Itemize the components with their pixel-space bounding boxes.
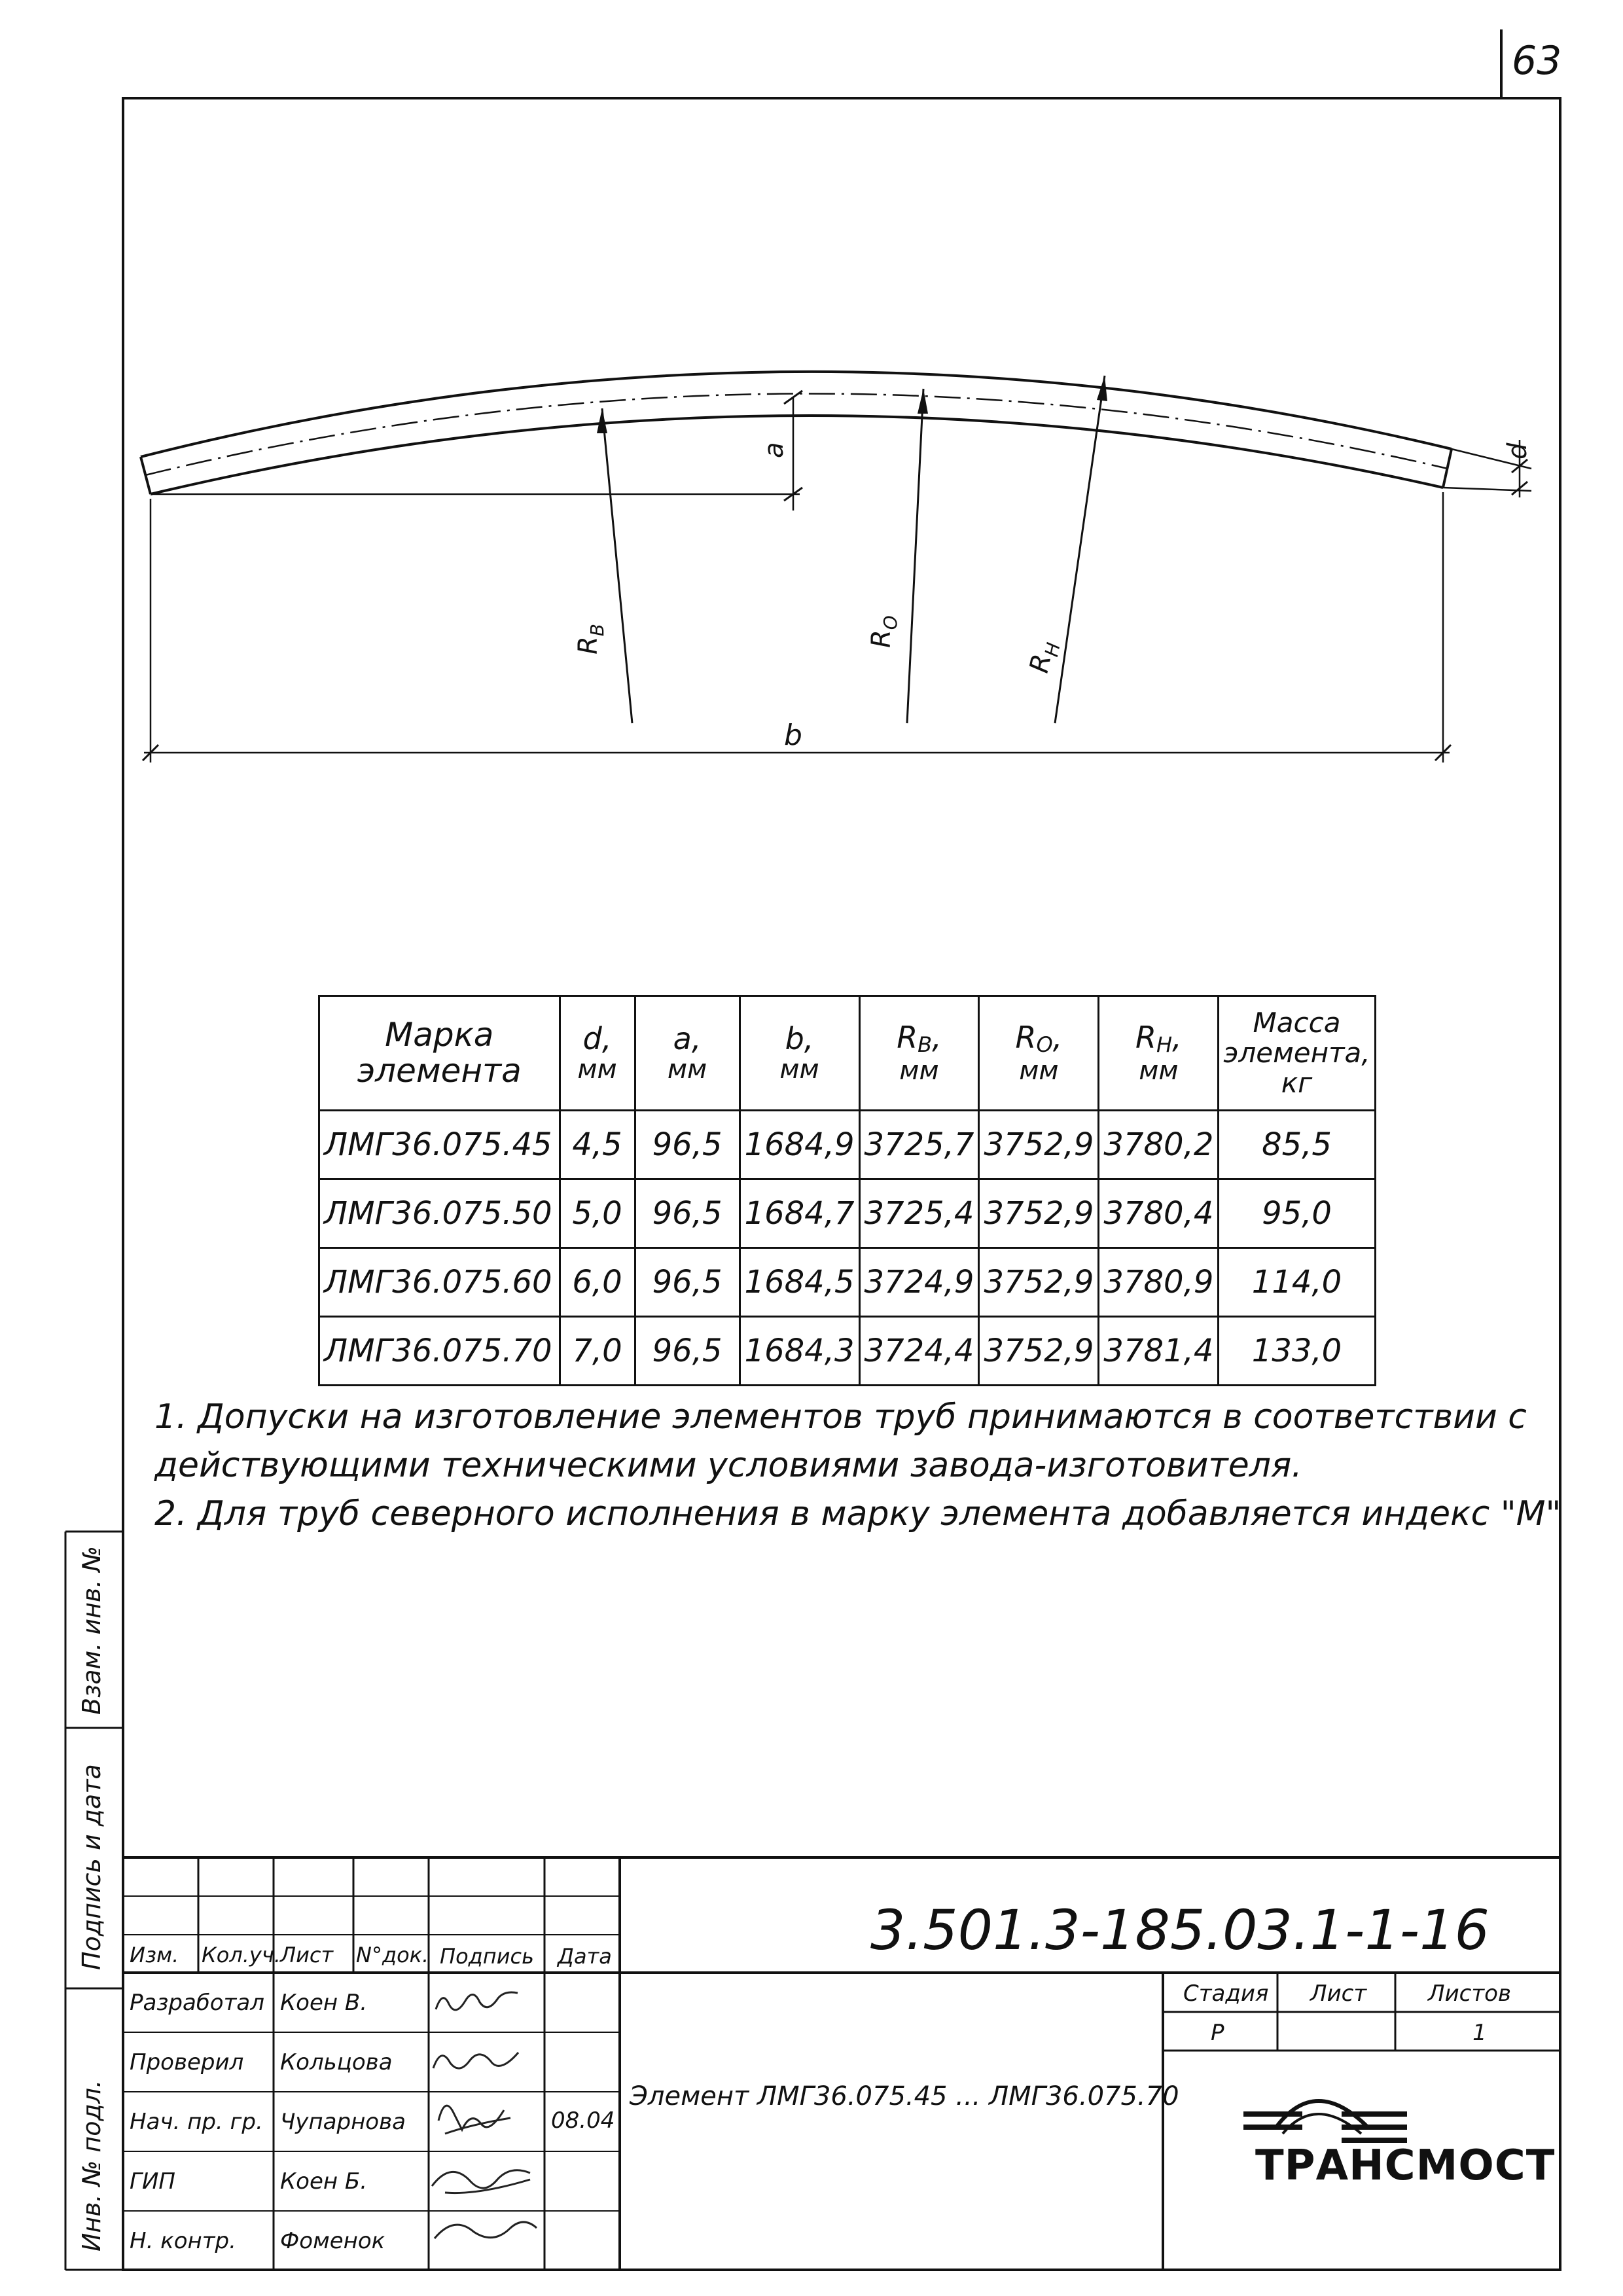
- table-row: [319, 1111, 1376, 1179]
- tb-head-ndok: N°док.: [356, 1943, 429, 1967]
- cell-mass: 85,5: [1219, 1111, 1375, 1179]
- side-label-inv: Инв. № подл.: [77, 2079, 106, 2251]
- role-1: Разработал: [130, 1990, 264, 2016]
- name-1: Коен В.: [280, 1990, 368, 2016]
- tb-head-kol: Кол.уч.: [202, 1943, 281, 1967]
- cell-a: 96,5: [635, 1248, 740, 1317]
- header-rb: RB, мм: [859, 996, 979, 1111]
- table-row: [319, 1248, 1376, 1317]
- cell-ro: 3752,9: [979, 1317, 1099, 1386]
- dim-b-label: b: [784, 719, 802, 752]
- table-row: [319, 1179, 1376, 1248]
- cell-mark: ЛМГ36.075.60: [319, 1248, 560, 1317]
- stage-label: Стадия: [1183, 1981, 1269, 2007]
- cell-rb: 3724,4: [859, 1317, 979, 1386]
- company-name: ТРАНСМОСТ: [1255, 2142, 1556, 2190]
- cell-ro: 3752,9: [979, 1248, 1099, 1317]
- note-line-2: действующими техническими условиями завода-изготовителя.: [154, 1446, 1302, 1485]
- element-spec-table: [318, 995, 1376, 1386]
- sign-date: 08.04: [551, 2108, 615, 2134]
- role-5: Н. контр.: [130, 2228, 236, 2254]
- cell-b: 1684,3: [740, 1317, 859, 1386]
- tb-head-izm: Изм.: [130, 1943, 179, 1967]
- cell-mass: 95,0: [1219, 1179, 1375, 1248]
- cell-a: 96,5: [635, 1179, 740, 1248]
- cell-rb: 3725,7: [859, 1111, 979, 1179]
- note-line-3: 2. Для труб северного исполнения в марку элемента добавляется индекс "М": [154, 1494, 1561, 1534]
- rh-label: $R_H$: [1024, 640, 1065, 676]
- role-4: ГИП: [130, 2168, 175, 2195]
- cell-rh: 3780,2: [1099, 1111, 1219, 1179]
- cell-b: 1684,5: [740, 1248, 859, 1317]
- cell-rh: 3780,4: [1099, 1179, 1219, 1248]
- signature-3: [438, 2106, 510, 2134]
- cell-d: 5,0: [560, 1179, 635, 1248]
- cell-ro: 3752,9: [979, 1111, 1099, 1179]
- header-a: a, мм: [635, 996, 740, 1111]
- company-logo: [1243, 2101, 1407, 2140]
- signatures: [432, 1992, 537, 2238]
- name-5: Фоменок: [280, 2228, 385, 2254]
- stage-value: Р: [1211, 2020, 1224, 2046]
- header-ro: RO, мм: [979, 996, 1099, 1111]
- tb-head-list: Лист: [280, 1943, 334, 1967]
- signature-1: [436, 1992, 518, 2010]
- side-label-podpis: Подпись и дата: [77, 1764, 106, 1970]
- cell-mark: ЛМГ36.075.45: [319, 1111, 560, 1179]
- cell-ro: 3752,9: [979, 1179, 1099, 1248]
- cell-d: 4,5: [560, 1111, 635, 1179]
- dim-a-label: a: [759, 442, 789, 458]
- signature-5: [435, 2222, 537, 2238]
- role-3: Нач. пр. гр.: [130, 2109, 263, 2135]
- document-title: Элемент ЛМГ36.075.45 ... ЛМГ36.075.70: [630, 2081, 1179, 2111]
- role-2: Проверил: [130, 2049, 244, 2075]
- name-2: Кольцова: [280, 2049, 393, 2075]
- rb-label: $R_B$: [573, 623, 608, 655]
- drawing-labels: [573, 442, 1533, 752]
- signature-2: [433, 2053, 518, 2068]
- table-row: [319, 1317, 1376, 1386]
- sheets-label: Листов: [1428, 1981, 1512, 2007]
- signature-4: [432, 2170, 530, 2193]
- cell-a: 96,5: [635, 1317, 740, 1386]
- header-b: b, мм: [740, 996, 859, 1111]
- cell-mass: 133,0: [1219, 1317, 1375, 1386]
- side-label-vzam: Взам. инв. №: [77, 1545, 106, 1715]
- cell-mark: ЛМГ36.075.70: [319, 1317, 560, 1386]
- note-line-1: 1. Допуски на изготовление элементов труб принимаются в соответствии с: [154, 1397, 1527, 1437]
- document-number: 3.501.3-185.03.1-1-16: [870, 1898, 1489, 1962]
- tb-head-data: Дата: [558, 1944, 612, 1969]
- cell-rh: 3780,9: [1099, 1248, 1219, 1317]
- name-3: Чупарнова: [280, 2109, 406, 2135]
- header-rh: RH, мм: [1099, 996, 1219, 1111]
- header-mark: Марка элемента: [319, 996, 560, 1111]
- cell-mass: 114,0: [1219, 1248, 1375, 1317]
- pipe-element-drawing: [141, 372, 1531, 762]
- name-4: Коен Б.: [280, 2168, 368, 2195]
- cell-rh: 3781,4: [1099, 1317, 1219, 1386]
- header-d: d, мм: [560, 996, 635, 1111]
- notes: [154, 1393, 1561, 1538]
- tb-head-podpis: Подпись: [440, 1944, 534, 1969]
- cell-b: 1684,9: [740, 1111, 859, 1179]
- sheet-label: Лист: [1310, 1981, 1367, 2007]
- cell-d: 7,0: [560, 1317, 635, 1386]
- page-number: 63: [1512, 38, 1562, 84]
- table-header-row: [319, 996, 1376, 1111]
- cell-rb: 3725,4: [859, 1179, 979, 1248]
- cell-mark: ЛМГ36.075.50: [319, 1179, 560, 1248]
- ro-label: $R_O$: [866, 615, 901, 648]
- cell-b: 1684,7: [740, 1179, 859, 1248]
- sheets-value: 1: [1472, 2020, 1487, 2046]
- dim-d-label: d: [1503, 442, 1533, 459]
- cell-a: 96,5: [635, 1111, 740, 1179]
- cell-d: 6,0: [560, 1248, 635, 1317]
- cell-rb: 3724,9: [859, 1248, 979, 1317]
- header-mass: Масса элемента, кг: [1219, 996, 1375, 1111]
